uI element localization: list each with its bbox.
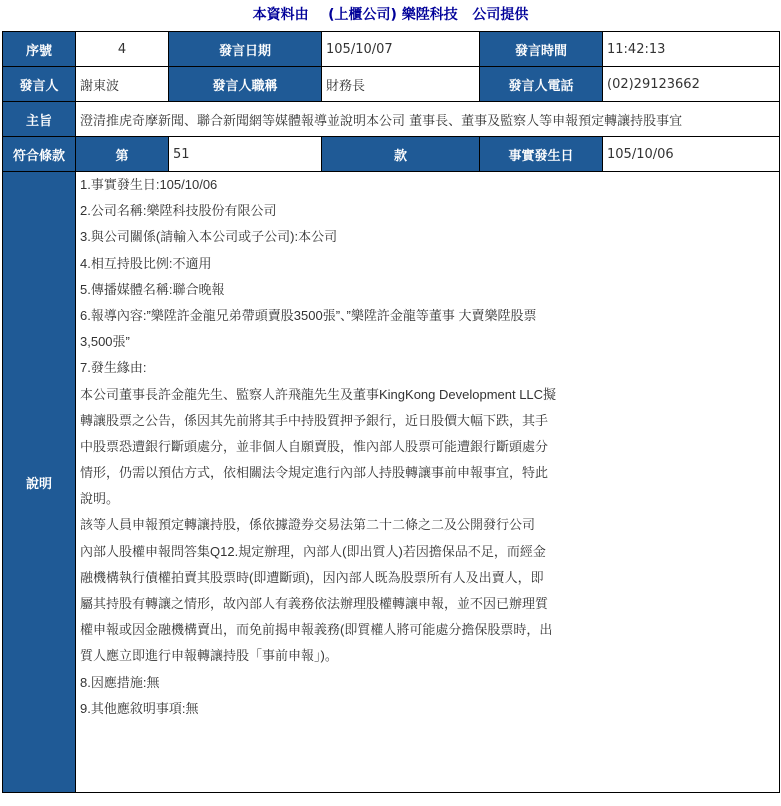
phone-label: 發言人電話 — [480, 67, 603, 102]
time-value: 11:42:13 — [603, 32, 780, 67]
announcement-table — [2, 31, 780, 793]
description-line: 3,500張” — [80, 334, 130, 350]
description-line: 質人應立即進行申報轉讓持股「事前申報」)。 — [80, 648, 338, 664]
event-date-label: 事實發生日 — [480, 137, 603, 172]
description-line: 3.與公司關係(請輸入本公司或子公司):本公司 — [80, 229, 338, 245]
speaker-title-value: 財務長 — [322, 67, 480, 102]
row-description — [3, 172, 780, 793]
page-header — [0, 0, 781, 30]
description-line: 7.發生緣由: — [80, 360, 147, 376]
description-line: 2.公司名稱:樂陞科技股份有限公司 — [80, 203, 277, 219]
description-line: 權申報或因金融機構賣出，而免前揭申報義務(即質權人將可能處分擔保股票時，出 — [80, 622, 553, 638]
description-line: 情形，仍需以預估方式，依相關法令規定進行內部人持股轉讓事前申報事宜，特此 — [80, 465, 549, 481]
serial-label: 序號 — [3, 32, 76, 67]
phone-value: (02)29123662 — [603, 67, 780, 102]
clause-value: 51 — [169, 137, 322, 172]
date-value: 105/10/07 — [322, 32, 480, 67]
description-line: 1.事實發生日:105/10/06 — [80, 177, 218, 192]
row-clause — [3, 137, 780, 172]
speaker-value: 謝東波 — [76, 67, 169, 102]
description-line: 內部人股權申報問答集Q12.規定辦理，內部人(即出質人)若因擔保品不足，而經金 — [80, 543, 546, 559]
description-line: 4.相互持股比例:不適用 — [80, 255, 212, 271]
subject-value: 澄清推虎奇摩新聞、聯合新聞網等媒體報導並說明本公司 董事長、董事及監察人等申報預定轉讓持股事宜 — [76, 102, 780, 137]
header-company: (上櫃公司) 樂陞科技 — [328, 7, 458, 23]
header-prefix: 本資料由 — [252, 7, 309, 23]
description-line: 中股票恐遭銀行斷頭處分，並非個人自願賣股，惟內部人股票可能遭銀行斷頭處分 — [80, 438, 549, 454]
description-content — [76, 172, 780, 793]
row-subject — [3, 102, 780, 137]
description-line: 融機構執行債權拍賣其股票時(即遭斷頭)，因內部人既為股票所有人及出賣人，即 — [80, 569, 544, 585]
speaker-title-label: 發言人職稱 — [169, 67, 322, 102]
description-line: 8.因應措施:無 — [80, 674, 160, 690]
date-label: 發言日期 — [169, 32, 322, 67]
row-speaker — [3, 67, 780, 102]
header-suffix: 公司提供 — [472, 7, 529, 23]
row-serial — [3, 32, 780, 67]
speaker-label: 發言人 — [3, 67, 76, 102]
description-line: 屬其持股有轉讓之情形，故內部人有義務依法辦理股權轉讓申報，並不因已辦理質 — [80, 596, 549, 611]
description-line: 本公司董事長許金龍先生、監察人許飛龍先生及董事KingKong Development LLC擬 — [80, 386, 557, 402]
event-date-value: 105/10/06 — [603, 137, 780, 172]
description-label: 說明 — [3, 172, 76, 793]
description-line: 說明。 — [80, 491, 120, 507]
description-line: 6.報導內容:”樂陞許金龍兄弟帶頭賣股3500張”、”樂陞許金龍等董事 大賣樂陞股票 — [80, 307, 537, 323]
description-line: 該等人員申報預定轉讓持股，係依據證券交易法第二十二條之二及公開發行公司 — [80, 517, 536, 533]
clause-label: 符合條款 — [3, 137, 76, 172]
description-line: 轉讓股票之公告，係因其先前將其手中持股質押予銀行，近日股價大幅下跌，其手 — [80, 412, 549, 428]
time-label: 發言時間 — [480, 32, 603, 67]
subject-label: 主旨 — [3, 102, 76, 137]
description-line: 5.傳播媒體名稱:聯合晚報 — [80, 281, 225, 297]
description-line: 9.其他應敘明事項:無 — [80, 700, 199, 716]
serial-value: 4 — [76, 32, 169, 67]
article-prefix-label: 第 — [76, 137, 169, 172]
article-suffix-label: 款 — [322, 137, 480, 172]
description-lines — [80, 172, 775, 722]
